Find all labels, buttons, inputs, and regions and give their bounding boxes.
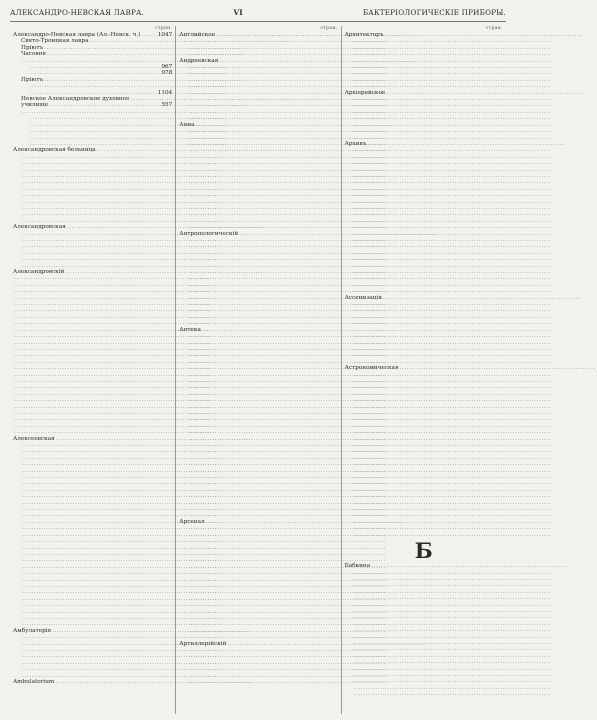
entry-text: училище xyxy=(21,102,48,109)
entry-text: Алексеевская xyxy=(13,435,55,442)
entry-text: Аптека xyxy=(179,326,201,333)
entry-text: Александро-Невская лавра (Ал.-Невск. ч.) xyxy=(13,32,141,38)
entry-text: Артиллерійскій xyxy=(179,640,227,647)
entry-text: Архивъ xyxy=(344,140,367,147)
entry-text: Ambulatorium xyxy=(13,679,55,686)
column-heading: стран. xyxy=(485,26,503,31)
entry-text: Английское xyxy=(179,32,216,38)
entry-text: Пріютъ xyxy=(21,76,44,83)
column-heading: стран. xyxy=(155,26,173,31)
entry-text: Невское Александровское духовное xyxy=(21,96,130,103)
index-columns xyxy=(10,26,506,714)
leader-dots xyxy=(188,679,322,685)
entry-page-number: 1104 xyxy=(157,89,173,96)
entry-text: Арсенал xyxy=(179,518,205,525)
index-column-3 xyxy=(341,26,506,714)
entry-page-number: 557 xyxy=(161,102,173,109)
entry-text: Александровская xyxy=(13,224,66,231)
running-head-left: АЛЕКСАНДРО-НЕВСКАЯ ЛАВРА. xyxy=(10,8,145,17)
entry-text: Архіерейское xyxy=(344,89,386,96)
section-letter: Б xyxy=(414,538,433,564)
entry-text: Амбулаторія xyxy=(13,627,52,634)
entry-text: Свято-Троицкая лавра xyxy=(21,38,89,45)
leader-dots xyxy=(354,691,488,697)
index-column-1 xyxy=(10,26,175,714)
page-number: VI xyxy=(233,8,243,17)
leader-dots xyxy=(55,679,157,685)
entry-text: Анна xyxy=(179,121,195,128)
entry-page-number: 978 xyxy=(161,70,173,77)
entry-text: Астрономическая xyxy=(344,365,399,372)
directory-page xyxy=(10,8,506,714)
index-entry xyxy=(345,691,503,697)
entry-text: Часовня xyxy=(21,51,46,58)
entry-text: Бабкина xyxy=(344,563,371,570)
entry-page-number: 1047 xyxy=(157,32,173,38)
entry-text: Ассенизація xyxy=(344,294,382,301)
entry-text: Андреевская xyxy=(179,57,219,64)
index-column-2 xyxy=(175,26,340,714)
entry-text: Антропологическій xyxy=(179,230,239,237)
column-heading: стран. xyxy=(320,26,338,31)
entry-page-number: 967 xyxy=(161,64,173,71)
index-entry xyxy=(179,679,337,685)
entry-text: Александровскій xyxy=(13,269,65,276)
running-head xyxy=(10,8,506,22)
entry-text: Архитекторъ xyxy=(344,32,384,38)
entry-text: Александровская больница xyxy=(13,147,96,154)
index-entry xyxy=(13,679,172,685)
running-head-right: БАКТЕРІОЛОГИЧЕСКІЕ ПРИБОРЫ. xyxy=(362,8,506,17)
entry-text: Пріютъ xyxy=(21,44,44,51)
